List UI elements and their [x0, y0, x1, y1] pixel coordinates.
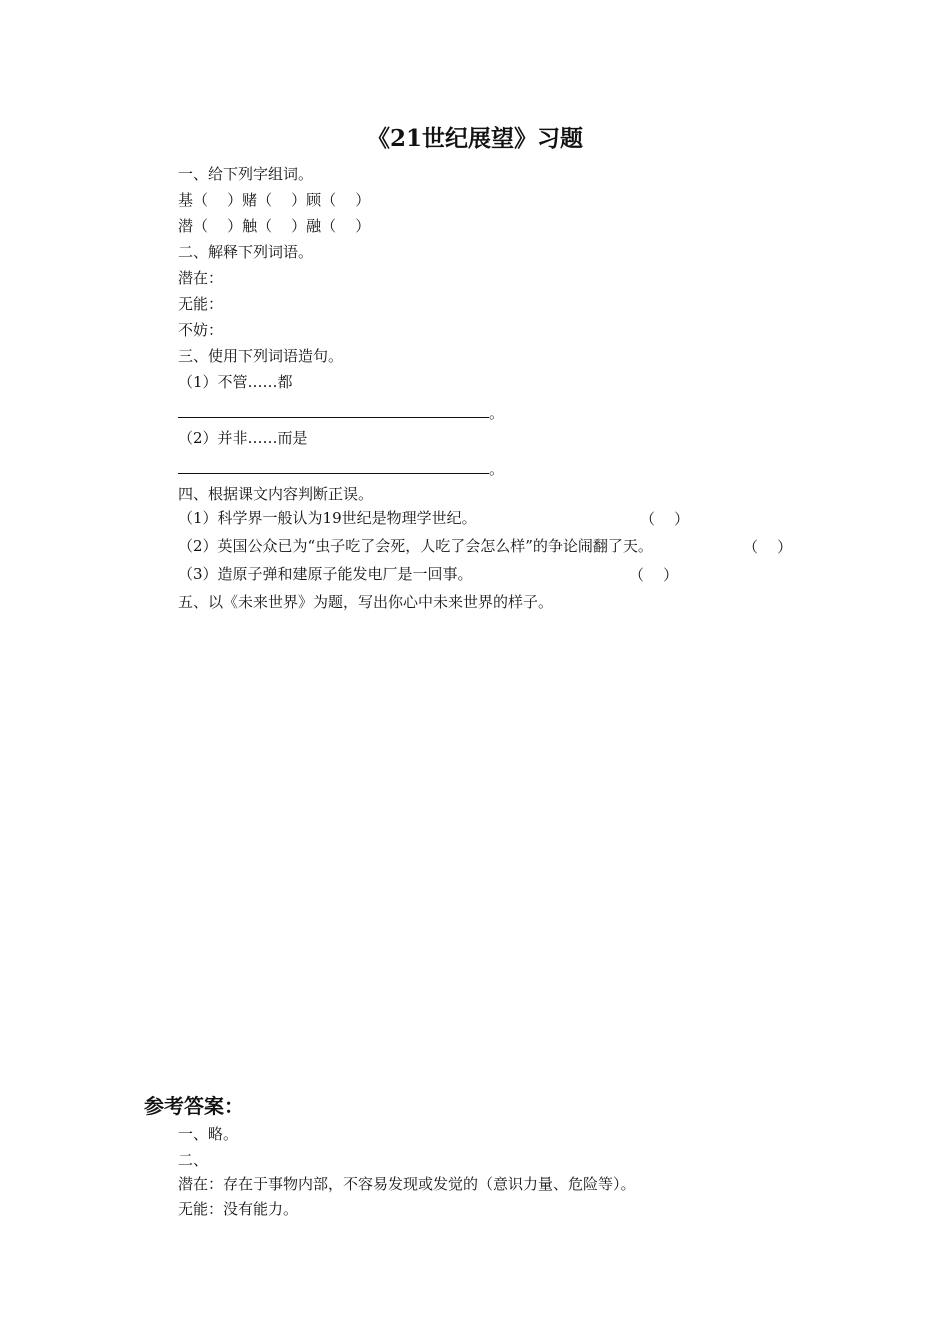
section-1-heading: 一、给下列字组词。: [178, 165, 314, 183]
judge-paren-2: （ ）: [743, 538, 793, 556]
judge-paren-3: （ ）: [629, 566, 679, 584]
section-1-row-1: 基（ ）赌（ ）顾（ ）: [178, 191, 371, 209]
judge-paren-1: （ ）: [640, 510, 690, 528]
section-2-heading: 二、解释下列词语。: [178, 243, 314, 261]
answer-wuneng: 无能：没有能力。: [178, 1200, 299, 1218]
answer-blank-2: [178, 458, 504, 479]
answers-heading: 参考答案：: [144, 1094, 244, 1118]
term-wuneng: 无能：: [178, 295, 224, 313]
term-qianzai: 潜在：: [178, 269, 224, 287]
section-5-heading: 五、以《未来世界》为题，写出你心中未来世界的样子。: [178, 593, 554, 611]
judge-item-1: （1）科学界一般认为19世纪是物理学世纪。: [178, 509, 477, 527]
answer-2: 二、: [178, 1151, 209, 1169]
period: 。: [489, 404, 505, 422]
answer-1: 一、略。: [178, 1125, 239, 1143]
judge-item-2: （2）英国公众已为“虫子吃了会死，人吃了会怎么样”的争论闹翻了天。: [178, 537, 653, 555]
term-bufang: 不妨：: [178, 321, 224, 339]
sentence-item-2: （2）并非……而是: [178, 429, 308, 447]
answer-qianzai: 潜在：存在于事物内部，不容易发现或发觉的（意识力量、危险等）。: [178, 1175, 636, 1193]
answer-blank-1: [178, 402, 504, 423]
page-title: 《21世纪展望》习题: [366, 125, 583, 152]
sentence-item-1: （1）不管……都: [178, 373, 293, 391]
section-4-heading: 四、根据课文内容判断正误。: [178, 485, 374, 503]
judge-item-3: （3）造原子弹和建原子能发电厂是一回事。: [178, 565, 473, 583]
section-3-heading: 三、使用下列词语造句。: [178, 347, 344, 365]
section-1-row-2: 潜（ ）触（ ）融（ ）: [178, 217, 371, 235]
period: 。: [489, 460, 505, 478]
